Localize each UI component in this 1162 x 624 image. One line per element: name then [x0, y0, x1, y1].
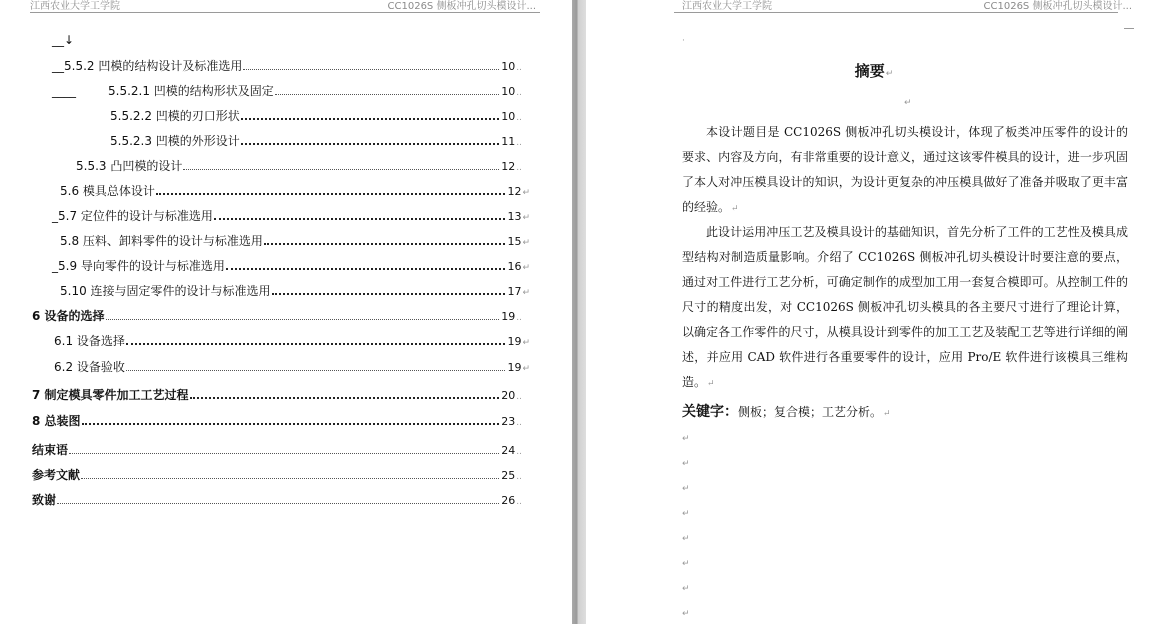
toc-entry-page: 26 — [501, 494, 516, 507]
toc-leader — [241, 108, 499, 120]
toc-leader — [241, 133, 499, 145]
toc-entry-title: 5.5.2.2 凹模的刃口形状 — [110, 109, 240, 123]
toc-entry-title: 7 制定模具零件加工工艺过程 — [32, 388, 189, 402]
toc-entry-title: 5.5.2.3 凹模的外形设计 — [110, 134, 240, 148]
header-rule — [674, 12, 1118, 13]
toc-leader — [272, 283, 506, 295]
toc-entry-title: 6 设备的选择 — [32, 309, 105, 323]
header-school: 江西农业大学工学院 — [30, 1, 120, 12]
toc-entry-title: _5.9 导向零件的设计与标准选用 — [52, 259, 225, 273]
paragraph-mark: ↵ — [682, 459, 690, 469]
toc-entry-title: 5.6 模具总体设计 — [60, 184, 155, 198]
toc-entry-title: 8 总装图 — [32, 414, 81, 428]
toc-leader — [275, 84, 499, 95]
toc-entry-chapter-6[interactable]: 6 设备的选择 19 .. — [32, 309, 522, 323]
toc-entry-references[interactable]: 参考文献 25 .. — [32, 468, 522, 482]
paragraph-mark: ↵ — [682, 434, 690, 444]
toc-entry-page: 11 — [501, 135, 516, 148]
toc-leader — [156, 183, 506, 195]
toc-entry-6-1[interactable]: 6.1 设备选择 19 ↵ — [54, 334, 530, 348]
toc-leader — [264, 233, 506, 245]
abstract-page — [586, 0, 1162, 624]
toc-entry-chapter-8[interactable]: 8 总装图 23 .. — [32, 414, 522, 428]
toc-entry-5-8[interactable]: 5.8 压料、卸料零件的设计与标准选用 15 ↵ — [60, 234, 530, 248]
toc-entry-page: 15 — [507, 235, 522, 248]
toc-leader — [183, 159, 499, 170]
toc-entry-5-5-2-1[interactable]: ____ 5.5.2.1 凹模的结构形状及固定 10 .. — [52, 84, 522, 98]
toc-entry-5-10[interactable]: 5.10 连接与固定零件的设计与标准选用 17 ↵ — [60, 284, 530, 298]
toc-leader — [214, 208, 506, 220]
toc-entry-page: 24 — [501, 444, 516, 457]
toc-leader — [81, 468, 499, 479]
abstract-paragraph-1: 本设计题目是 CC1026S 侧板冲孔切头模设计，体现了板类冲压零件的设计的要求、内容及方向，有非常重要的设计意义，通过这该零件模具的设计，进一步巩固了本人对冲压模具设计的知识，为设计更复杂的冲压模具做好了准备并吸取了更丰富的经验。↵ — [682, 125, 1128, 214]
toc-entry-page: 10 — [501, 60, 516, 73]
toc-leader — [106, 309, 500, 320]
toc-leader — [190, 387, 500, 399]
paragraph-mark: ↵ — [682, 584, 690, 594]
toc-entry-title: 6.2 设备验收 — [54, 360, 125, 374]
toc-entry-title: 参考文献 — [32, 468, 81, 482]
toc-entry-page: 23 — [501, 415, 516, 428]
abstract-title: 摘要↵ — [854, 62, 894, 80]
toc-entry-page: 13 — [507, 210, 522, 223]
toc-leader — [243, 59, 499, 70]
toc-entry-5-6[interactable]: 5.6 模具总体设计 12 ↵ — [60, 184, 530, 198]
toc-entry-title: 5.5.2.1 凹模的结构形状及固定 — [108, 84, 274, 98]
toc-entry-page: 16 — [507, 260, 522, 273]
paragraph-mark: · — [682, 36, 685, 46]
toc-entry-page: 12 — [501, 160, 516, 173]
toc-entry-title: 5.5.3 凸凹模的设计 — [76, 159, 183, 173]
toc-entry-title: 6.1 设备选择 — [54, 334, 125, 348]
toc-entry-title: 5.10 连接与固定零件的设计与标准选用 — [60, 284, 271, 298]
toc-leader — [226, 258, 506, 270]
toc-entry-5-9[interactable]: _5.9 导向零件的设计与标准选用 16 ↵ — [52, 259, 530, 273]
toc-entry-page: 10 — [501, 110, 516, 123]
toc-entry-page: 25 — [501, 469, 516, 482]
keywords-line: 关键字：侧板；复合模；工艺分析。↵ — [682, 404, 891, 420]
toc-entry-page: 20 — [501, 389, 516, 402]
toc-entry-title: __5.5.2 凹模的结构设计及标准选用 — [52, 59, 243, 73]
paragraph-mark: ↵ — [682, 534, 690, 544]
toc-leader — [82, 413, 500, 425]
header-rule — [30, 12, 540, 13]
toc-top-mark: __↓ — [52, 33, 75, 47]
toc-leader — [57, 493, 499, 504]
paragraph-mark: ↵ — [682, 484, 690, 494]
toc-entry-title: 5.8 压料、卸料零件的设计与标准选用 — [60, 234, 263, 248]
abstract-paragraph-2: 此设计运用冲压工艺及模具设计的基础知识，首先分析了工件的工艺性及模具成型结构对制造质量影响。介绍了 CC1026S 侧板冲孔切头模设计时要注意的要点，通过对工件进行工艺分析，可确定制作的成型加工用一套复合模即可。从控制工件的尺寸的精度出发，对 CC1026S 侧板冲孔切头模具的各主要尺寸进行了理论计算，以确定各工作零件的尺寸，从模具设计到零件的加工工艺及装配工艺等进行详细的阐述，并应用 CAD 软件进行各重要零件的设计，应用 Pro/E 软件进行该模具三维构造。↵ — [682, 225, 1128, 389]
toc-entry-5-7[interactable]: _5.7 定位件的设计与标准选用 13 ↵ — [52, 209, 530, 223]
toc-entry-title: _5.7 定位件的设计与标准选用 — [52, 209, 213, 223]
toc-entry-5-5-2-2[interactable]: 5.5.2.2 凹模的刃口形状 10 .. — [110, 109, 522, 123]
header-doc-title: CC1026S 侧板冲孔切头模设计... — [983, 1, 1132, 12]
toc-entry-6-2[interactable]: 6.2 设备验收 19 ↵ — [54, 360, 530, 374]
toc-entry-prefix: ____ — [52, 84, 76, 98]
toc-page — [0, 0, 572, 624]
toc-entry-page: 12 — [507, 185, 522, 198]
toc-entry-5-5-3[interactable]: 5.5.3 凸凹模的设计 12 .. — [76, 159, 522, 173]
toc-leader — [126, 333, 506, 345]
keywords-label: 关键字： — [682, 404, 738, 420]
toc-entry-page: 10 — [501, 85, 516, 98]
margin-corner-mark — [1124, 16, 1134, 29]
page-gutter — [572, 0, 586, 624]
toc-entry-conclusion[interactable]: 结束语 24 .. — [32, 443, 522, 457]
toc-entry-page: 19 — [501, 310, 516, 323]
toc-entry-title: 致谢 — [32, 493, 57, 507]
toc-entry-page: 19 — [507, 361, 522, 374]
header-doc-title: CC1026S 侧板冲孔切头模设计... — [387, 1, 536, 12]
keywords-text: 侧板；复合模；工艺分析。 — [738, 405, 883, 419]
paragraph-mark: ↵ — [904, 98, 912, 108]
toc-entry-5-5-2-3[interactable]: 5.5.2.3 凹模的外形设计 11 .. — [110, 134, 522, 148]
toc-entry-chapter-7[interactable]: 7 制定模具零件加工工艺过程 20 .. — [32, 388, 522, 402]
toc-leader — [126, 360, 506, 371]
paragraph-mark: ↵ — [682, 609, 690, 619]
header-school: 江西农业大学工学院 — [682, 1, 772, 12]
paragraph-mark: ↵ — [682, 559, 690, 569]
toc-leader — [69, 443, 499, 454]
toc-entry-page: 19 — [507, 335, 522, 348]
toc-entry-acknowledgements[interactable]: 致谢 26 .. — [32, 493, 522, 507]
paragraph-mark: ↵ — [682, 509, 690, 519]
toc-entry-title: 结束语 — [32, 443, 69, 457]
toc-entry-5-5-2[interactable]: __5.5.2 凹模的结构设计及标准选用 10 .. — [52, 59, 522, 73]
toc-entry-page: 17 — [507, 285, 522, 298]
